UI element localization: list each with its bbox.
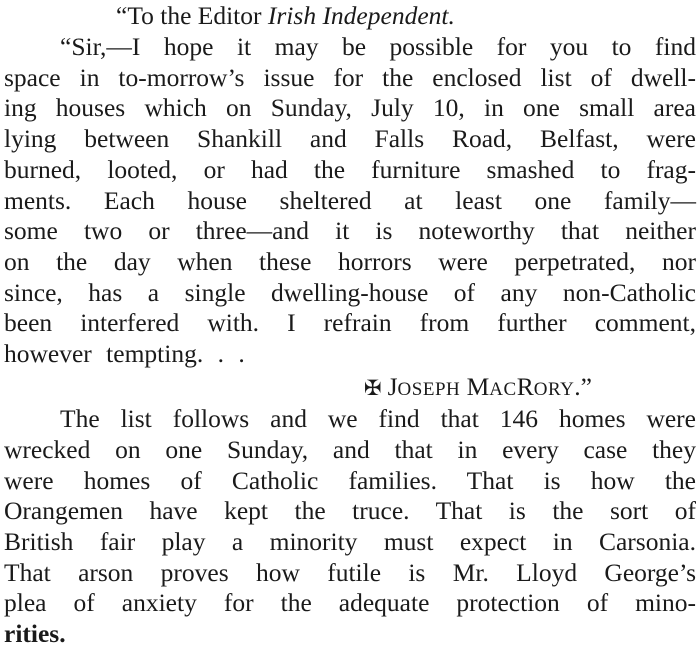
commentary-line: wrecked on one Sunday, and that in every case they	[4, 435, 696, 464]
commentary-line: British fair play a minority must expect in Carsonia.	[4, 527, 696, 556]
letter-line: on the day when these horrors were perpetrated, nor	[4, 247, 696, 276]
letter-line: however tempting. . .	[4, 339, 245, 368]
letter-line: been interfered with. I refrain from further comment,	[4, 308, 696, 337]
letter-line: burned, looted, or had the furniture smashed to frag-	[4, 155, 696, 184]
cross-icon: ✠	[364, 376, 382, 400]
heading-prefix: “To the Editor	[116, 1, 268, 30]
commentary-line: rities.	[4, 619, 66, 648]
letter-heading	[116, 1, 455, 32]
letter-line: “Sir,—I hope it may be possible for you to find	[60, 32, 696, 61]
letter-line: since, has a single dwelling-house of any non-Catholic	[4, 278, 696, 307]
letter-signature: ✠ JOSEPH MACRORY.”	[364, 372, 592, 401]
commentary-line: The list follows and we find that 146 homes were	[60, 404, 696, 433]
letter-line: ments. Each house sheltered at least one family—	[4, 186, 696, 215]
commentary-line: plea of anxiety for the adequate protection of mino-	[4, 588, 696, 617]
letter-line: some two or three—and it is noteworthy that neither	[4, 216, 696, 245]
letter-line: ing houses which on Sunday, July 10, in one small area	[4, 93, 696, 122]
newspaper-name: Irish Independent.	[267, 1, 455, 30]
commentary-line: That arson proves how futile is Mr. Lloyd George’s	[4, 558, 696, 587]
letter-line: space in to-morrow’s issue for the enclosed list of dwell-	[4, 63, 696, 92]
letter-line: lying between Shankill and Falls Road, Belfast, were	[4, 124, 696, 153]
commentary-line: Orangemen have kept the truce. That is the sort of	[4, 496, 696, 525]
commentary-line: were homes of Catholic families. That is how the	[4, 466, 696, 495]
